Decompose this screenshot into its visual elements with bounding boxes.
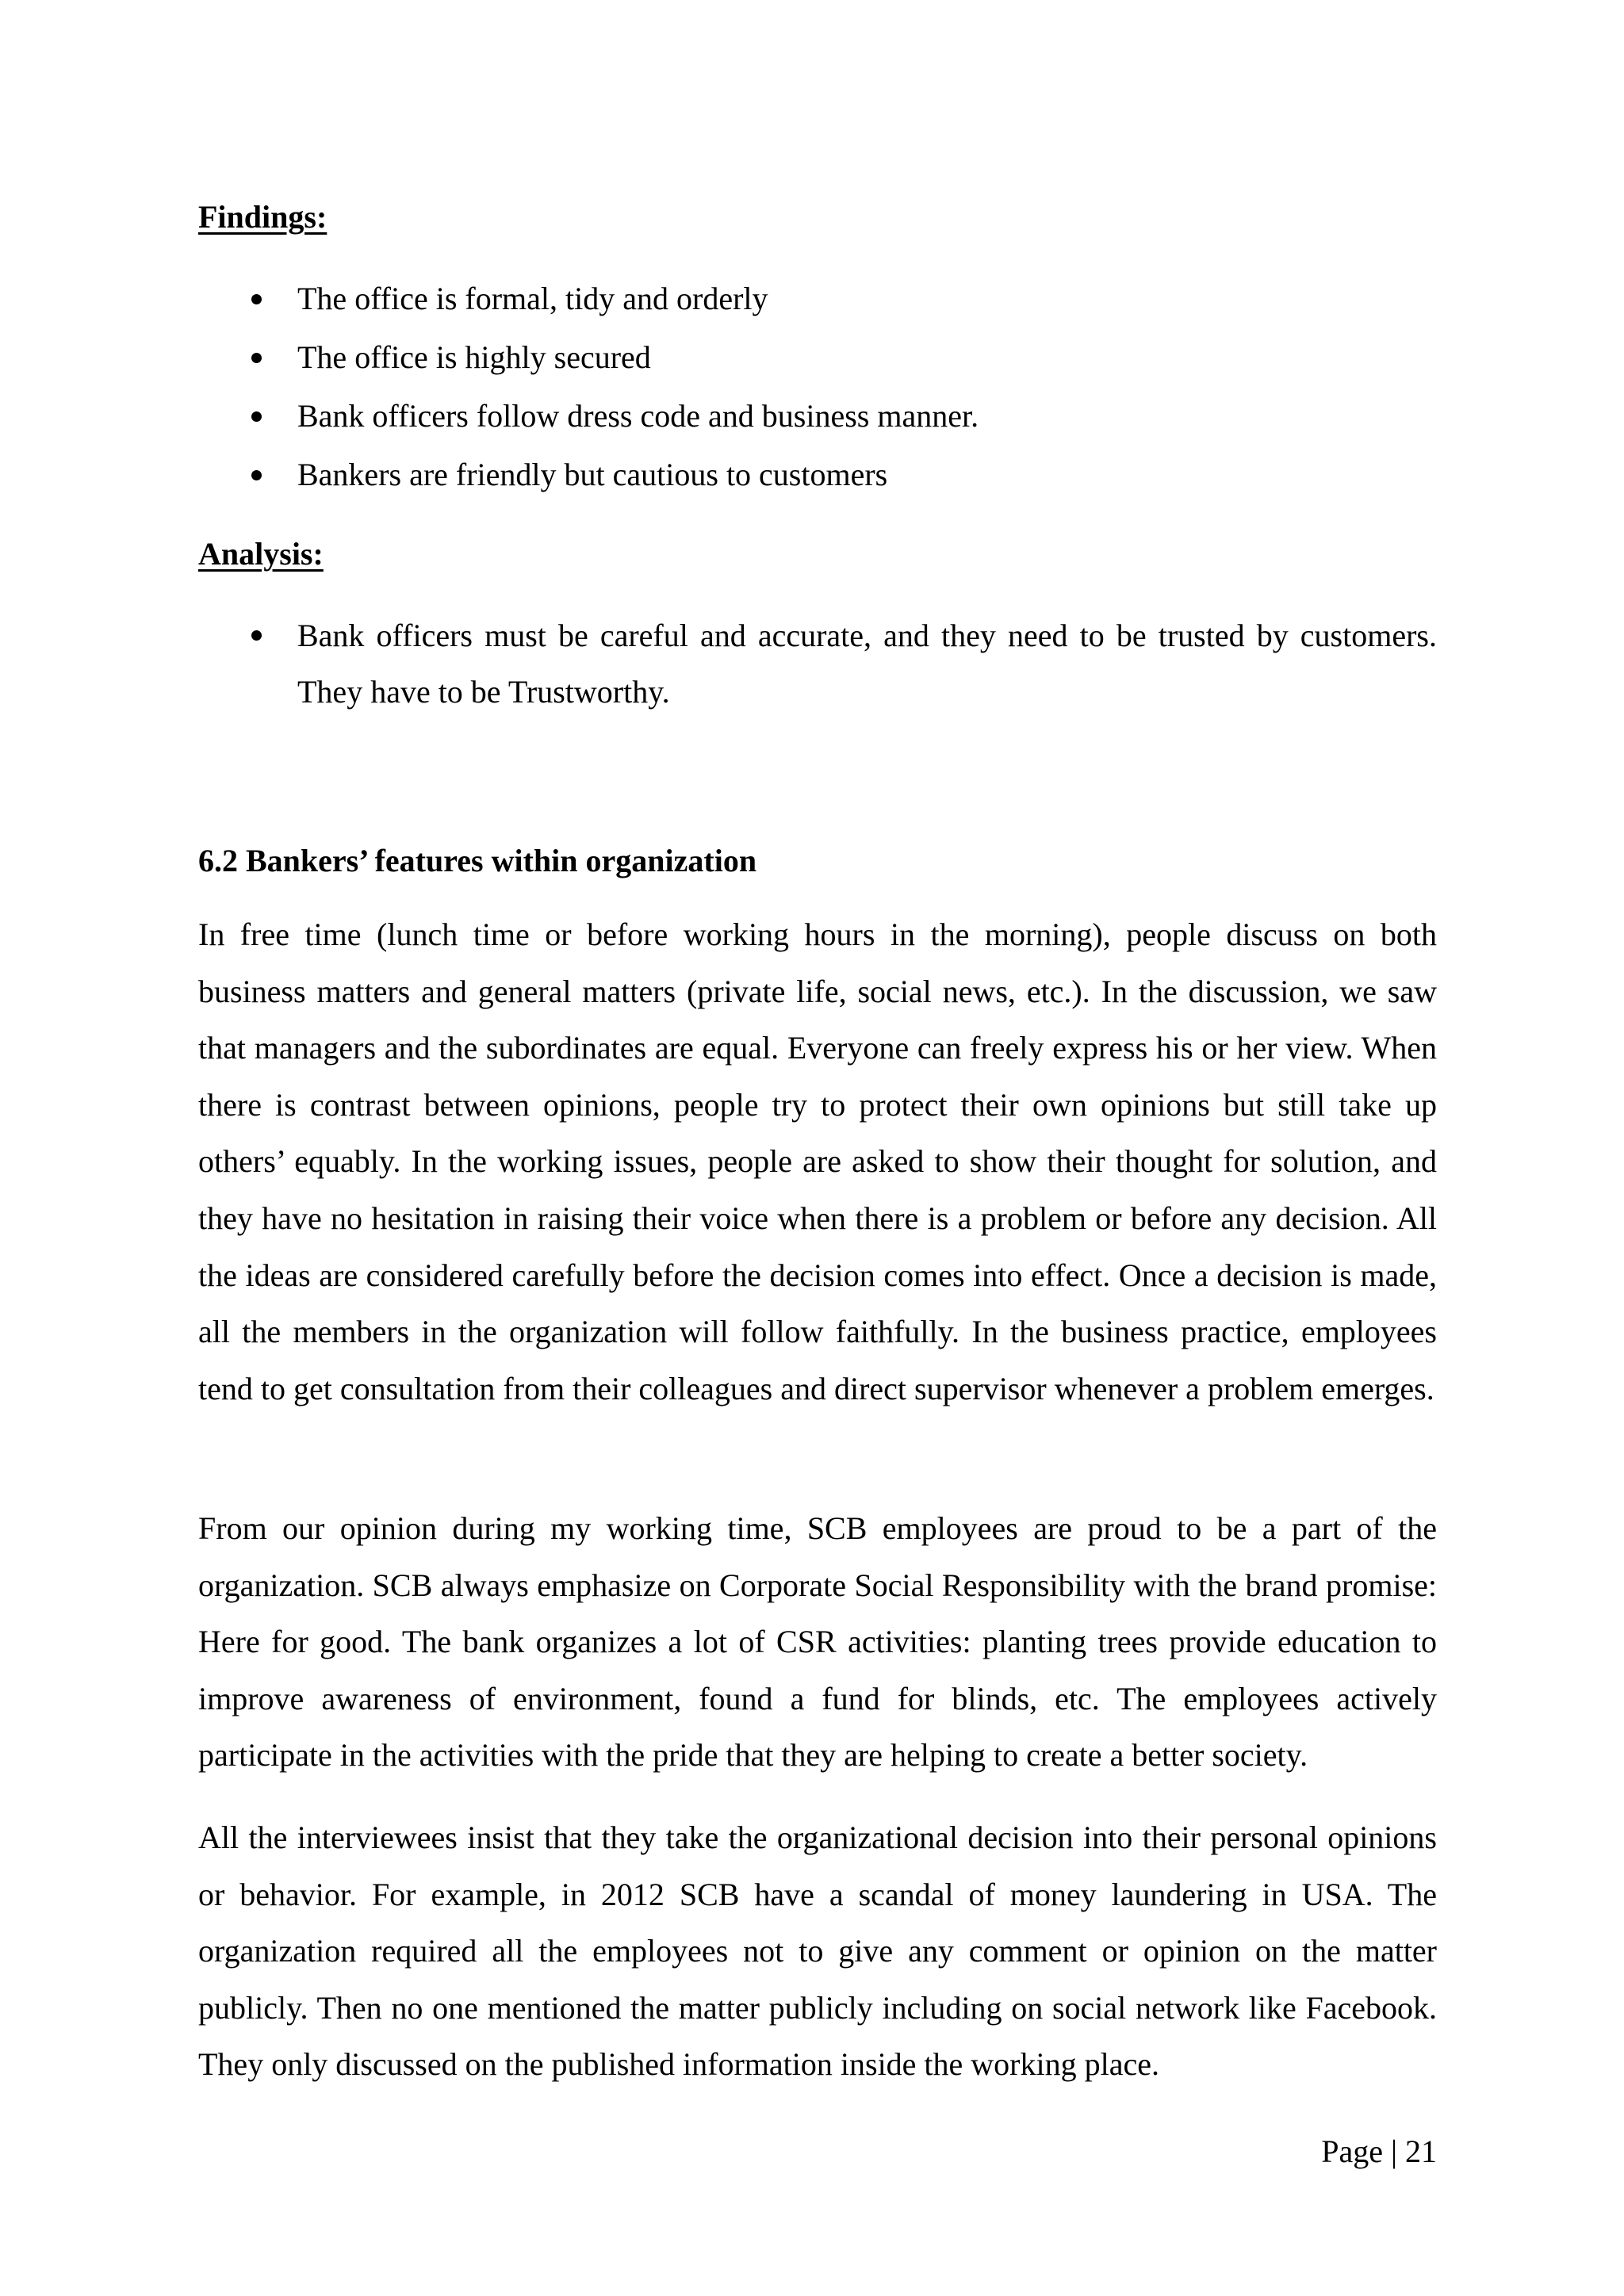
bullet-icon xyxy=(251,411,262,422)
body-paragraph-2: From our opinion during my working time, SCB employees are proud to be a part of the organization. SCB always emphasize on Corporate Social Responsibility with the brand promise: Here for good. The bank organizes a lot of CSR activities: planting trees provide education to improve awareness of environment, found a fund for blinds, etc. The employees actively participate in the activities with the pride that they are helping to create a better society. xyxy=(198,1510,1437,1774)
bullet-icon xyxy=(251,630,262,641)
list-item xyxy=(198,607,1437,720)
list-item xyxy=(198,270,1437,328)
bullet-icon xyxy=(251,294,262,304)
findings-heading: Findings: xyxy=(198,199,327,235)
list-item xyxy=(198,387,1437,446)
list-item xyxy=(198,328,1437,387)
body-paragraph-3: All the interviewees insist that they take the organizational decision into their personal opinions or behavior. For example, in 2012 SCB have a scandal of money laundering in USA. The organization required all the employees not to give any comment or opinion on the matter publicly. Then no one mentioned the matter publicly including on social network like Facebook. They only discussed on the published information inside the working place. xyxy=(198,1820,1437,2083)
bullet-icon xyxy=(251,470,262,480)
list-item-text: Bank officers must be careful and accurate, and they need to be trusted by customers. They have to be Trustworthy. xyxy=(297,618,1437,710)
body-paragraph-1: In free time (lunch time or before working hours in the morning), people discuss on both business matters and general matters (private life, social news, etc.). In the discussion, we saw that managers and the subordinates are equal. Everyone can freely express his or her view. When there is contrast between opinions, people try to protect their own opinions but still take up others’ equably. In the working issues, people are asked to show their thought for solution, and they have no hesitation in raising their voice when there is a problem or before any decision. All the ideas are considered carefully before the decision comes into effect. Once a decision is made, all the members in the organization will follow faithfully. In the business practice, employees tend to get consultation from their colleagues and direct supervisor whenever a problem emerges. xyxy=(198,916,1437,1406)
analysis-list xyxy=(198,607,1437,720)
findings-list xyxy=(198,270,1437,504)
analysis-heading: Analysis: xyxy=(198,536,324,572)
list-item-text: Bankers are friendly but cautious to customers xyxy=(297,457,888,492)
list-item-text: The office is highly secured xyxy=(297,339,651,375)
bullet-icon xyxy=(251,353,262,363)
list-item xyxy=(198,446,1437,504)
list-item-text: Bank officers follow dress code and business manner. xyxy=(297,398,979,434)
list-item-text: The office is formal, tidy and orderly xyxy=(297,281,768,316)
page-number: Page | 21 xyxy=(1321,2133,1437,2169)
section-title: 6.2 Bankers’ features within organization xyxy=(198,843,757,878)
document-page xyxy=(198,0,1437,2296)
